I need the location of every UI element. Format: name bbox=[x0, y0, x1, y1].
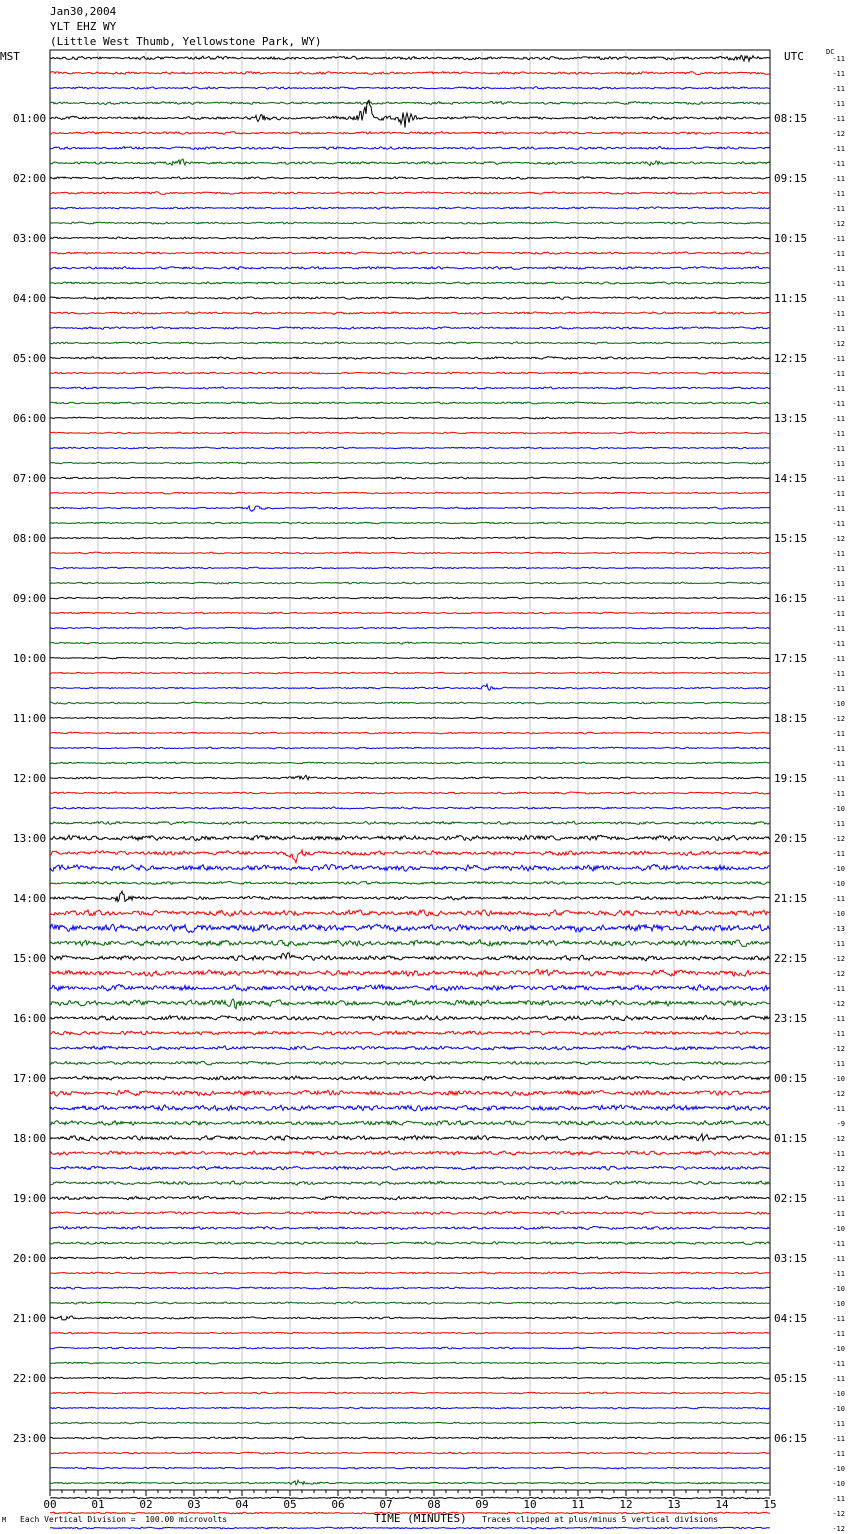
right-zone-label: UTC bbox=[784, 50, 804, 63]
x-tick-label: 13 bbox=[667, 1498, 681, 1511]
dc-offset-label: -11 bbox=[832, 295, 845, 303]
trace-row bbox=[50, 672, 770, 674]
trace-row bbox=[50, 657, 770, 659]
dc-offset-label: -11 bbox=[832, 160, 845, 168]
trace-row bbox=[50, 87, 770, 90]
trace-row bbox=[50, 762, 770, 764]
trace-row bbox=[50, 552, 770, 554]
dc-offset-label: -11 bbox=[832, 85, 845, 93]
trace-row bbox=[50, 327, 770, 330]
trace-row bbox=[50, 864, 770, 871]
utc-hour-label: 18:15 bbox=[774, 712, 808, 725]
trace-row bbox=[50, 1422, 770, 1424]
mst-hour-label: 05:00 bbox=[13, 352, 47, 365]
x-tick-label: 09 bbox=[475, 1498, 489, 1511]
x-tick-label: 10 bbox=[523, 1498, 537, 1511]
utc-hour-label: 19:15 bbox=[774, 772, 808, 785]
dc-offset-label: -11 bbox=[832, 595, 845, 603]
trace-row bbox=[50, 1196, 770, 1200]
trace-row bbox=[50, 342, 770, 344]
dc-offset-label: -11 bbox=[832, 985, 845, 993]
trace-row bbox=[50, 56, 770, 62]
dc-offset-label: -11 bbox=[832, 190, 845, 198]
dc-offset-label: -11 bbox=[832, 1240, 845, 1248]
dc-offset-label: -11 bbox=[832, 895, 845, 903]
x-tick-label: 11 bbox=[571, 1498, 585, 1511]
trace-row bbox=[50, 924, 770, 932]
trace-row bbox=[50, 940, 770, 947]
trace-row bbox=[50, 821, 770, 824]
trace-row bbox=[50, 612, 770, 614]
dc-offset-label: -12 bbox=[832, 1045, 845, 1053]
dc-offset-label: -11 bbox=[832, 1180, 845, 1188]
trace-row bbox=[50, 717, 770, 719]
x-tick-label: 00 bbox=[43, 1498, 57, 1511]
trace-row bbox=[50, 1272, 770, 1274]
dc-offset-label: -11 bbox=[832, 115, 845, 123]
utc-hour-label: 15:15 bbox=[774, 532, 808, 545]
dc-offset-label: -11 bbox=[832, 235, 845, 243]
dc-offset-label: -12 bbox=[832, 130, 845, 138]
dc-offset-label: -11 bbox=[832, 265, 845, 273]
dc-offset-label: -10 bbox=[832, 1405, 845, 1413]
dc-offset-label: -11 bbox=[832, 1060, 845, 1068]
x-tick-label: 05 bbox=[283, 1498, 297, 1511]
trace-row bbox=[50, 159, 770, 166]
x-tick-label: 01 bbox=[91, 1498, 105, 1511]
trace-row bbox=[50, 642, 770, 644]
trace-row bbox=[50, 1241, 770, 1244]
trace-row bbox=[50, 146, 770, 149]
dc-offset-label: -12 bbox=[832, 955, 845, 963]
trace-row bbox=[50, 1316, 770, 1320]
trace-row bbox=[50, 953, 770, 961]
trace-row bbox=[50, 1362, 770, 1364]
mst-hour-label: 08:00 bbox=[13, 532, 47, 545]
dc-offset-label: -9 bbox=[836, 1120, 845, 1128]
dc-offset-label: -11 bbox=[832, 1105, 845, 1113]
x-tick-label: 15 bbox=[763, 1498, 777, 1511]
mst-hour-label: 14:00 bbox=[13, 892, 47, 905]
dc-offset-label: -11 bbox=[832, 175, 845, 183]
utc-hour-label: 20:15 bbox=[774, 832, 808, 845]
trace-row bbox=[50, 1452, 770, 1454]
scale-note: Each Vertical Division = 100.00 microvolts bbox=[20, 1515, 228, 1524]
trace-row bbox=[50, 1061, 770, 1064]
dc-offset-label: -11 bbox=[832, 580, 845, 588]
dc-offset-label: -11 bbox=[832, 760, 845, 768]
trace-row bbox=[50, 567, 770, 569]
dc-offset-label: -10 bbox=[832, 1225, 845, 1233]
dc-offset-label: -11 bbox=[832, 445, 845, 453]
trace-row bbox=[50, 177, 770, 180]
dc-offset-label: -11 bbox=[832, 1015, 845, 1023]
dc-offset-label: -11 bbox=[832, 1360, 845, 1368]
dc-offset-label: -11 bbox=[832, 430, 845, 438]
trace-row bbox=[50, 1332, 770, 1334]
mst-hour-label: 21:00 bbox=[13, 1312, 47, 1325]
dc-offset-label: -11 bbox=[832, 490, 845, 498]
trace-row bbox=[50, 297, 770, 300]
trace-row bbox=[50, 402, 770, 404]
clip-note: Traces clipped at plus/minus 5 vertical divisions bbox=[482, 1515, 719, 1524]
dc-offset-label: -11 bbox=[832, 625, 845, 633]
mst-hour-label: 23:00 bbox=[13, 1432, 47, 1445]
trace-row bbox=[50, 1105, 770, 1111]
trace-row bbox=[50, 910, 770, 917]
trace-row bbox=[50, 100, 770, 127]
dc-offset-label: -11 bbox=[832, 70, 845, 78]
trace-row bbox=[50, 891, 770, 901]
trace-row bbox=[50, 1257, 770, 1259]
trace-row bbox=[50, 72, 770, 75]
dc-offset-label: -11 bbox=[832, 355, 845, 363]
utc-hour-label: 05:15 bbox=[774, 1372, 808, 1385]
dc-offset-label: -10 bbox=[832, 1075, 845, 1083]
trace-row bbox=[50, 1467, 770, 1469]
utc-hour-label: 12:15 bbox=[774, 352, 808, 365]
dc-offset-label: -10 bbox=[832, 910, 845, 918]
dc-offset-label: -10 bbox=[832, 865, 845, 873]
mst-hour-label: 06:00 bbox=[13, 412, 47, 425]
trace-row bbox=[50, 1031, 770, 1035]
mst-hour-label: 13:00 bbox=[13, 832, 47, 845]
dc-offset-label: -12 bbox=[832, 1000, 845, 1008]
mst-hour-label: 02:00 bbox=[13, 172, 47, 185]
dc-label: DC bbox=[826, 48, 835, 56]
mst-hour-label: 03:00 bbox=[13, 232, 47, 245]
trace-row bbox=[50, 732, 770, 734]
dc-offset-label: -10 bbox=[832, 1480, 845, 1488]
dc-offset-label: -11 bbox=[832, 1210, 845, 1218]
mst-hour-label: 01:00 bbox=[13, 112, 47, 125]
trace-row bbox=[50, 999, 770, 1009]
dc-offset-label: -10 bbox=[832, 1285, 845, 1293]
dc-offset-label: -10 bbox=[832, 700, 845, 708]
dc-offset-label: -11 bbox=[832, 850, 845, 858]
utc-hour-label: 21:15 bbox=[774, 892, 808, 905]
dc-offset-label: -11 bbox=[832, 1435, 845, 1443]
trace-row bbox=[50, 1347, 770, 1349]
trace-row bbox=[50, 1480, 770, 1485]
utc-hour-label: 06:15 bbox=[774, 1432, 808, 1445]
dc-offset-label: -11 bbox=[832, 940, 845, 948]
header-location: (Little West Thumb, Yellowstone Park, WY) bbox=[50, 35, 322, 48]
dc-offset-label: -11 bbox=[832, 205, 845, 213]
trace-row bbox=[50, 207, 770, 209]
trace-row bbox=[50, 881, 770, 884]
mst-hour-label: 11:00 bbox=[13, 712, 47, 725]
trace-row bbox=[50, 1392, 770, 1394]
utc-hour-label: 01:15 bbox=[774, 1132, 808, 1145]
x-tick-label: 08 bbox=[427, 1498, 441, 1511]
trace-row bbox=[50, 1134, 770, 1141]
trace-row bbox=[50, 1527, 770, 1529]
dc-offset-label: -11 bbox=[832, 385, 845, 393]
dc-offset-label: -11 bbox=[832, 460, 845, 468]
trace-row bbox=[50, 1287, 770, 1289]
mst-hour-label: 04:00 bbox=[13, 292, 47, 305]
trace-row bbox=[50, 267, 770, 270]
trace-row bbox=[50, 432, 770, 434]
trace-row bbox=[50, 835, 770, 840]
trace-row bbox=[50, 747, 770, 749]
dc-offset-label: -11 bbox=[832, 310, 845, 318]
dc-offset-label: -12 bbox=[832, 535, 845, 543]
utc-hour-label: 03:15 bbox=[774, 1252, 808, 1265]
dc-offset-label: -11 bbox=[832, 100, 845, 108]
trace-row bbox=[50, 702, 770, 704]
trace-row bbox=[50, 792, 770, 794]
trace-row bbox=[50, 252, 770, 254]
mst-hour-label: 15:00 bbox=[13, 952, 47, 965]
dc-offset-label: -10 bbox=[832, 805, 845, 813]
dc-offset-label: -11 bbox=[832, 820, 845, 828]
left-zone-label: MST bbox=[0, 50, 20, 63]
trace-row bbox=[50, 1377, 770, 1379]
utc-hour-label: 04:15 bbox=[774, 1312, 808, 1325]
mst-hour-label: 10:00 bbox=[13, 652, 47, 665]
dc-offset-label: -12 bbox=[832, 715, 845, 723]
trace-row bbox=[50, 1497, 770, 1499]
x-tick-label: 03 bbox=[187, 1498, 201, 1511]
x-tick-label: 07 bbox=[379, 1498, 393, 1511]
dc-offset-label: -11 bbox=[832, 775, 845, 783]
trace-row bbox=[50, 101, 770, 104]
utc-hour-label: 10:15 bbox=[774, 232, 808, 245]
dc-offset-label: -11 bbox=[832, 1495, 845, 1503]
dc-offset-label: -12 bbox=[832, 1510, 845, 1518]
trace-row bbox=[50, 1407, 770, 1409]
dc-offset-label: -10 bbox=[832, 1465, 845, 1473]
x-tick-label: 04 bbox=[235, 1498, 249, 1511]
dc-offset-label: -11 bbox=[832, 550, 845, 558]
trace-row bbox=[50, 1076, 770, 1081]
dc-offset-label: -11 bbox=[832, 1255, 845, 1263]
trace-row bbox=[50, 537, 770, 539]
dc-offset-label: -11 bbox=[832, 250, 845, 258]
trace-row bbox=[50, 582, 770, 584]
trace-row bbox=[50, 372, 770, 374]
utc-hour-label: 16:15 bbox=[774, 592, 808, 605]
x-axis-title: TIME (MINUTES) bbox=[374, 1512, 467, 1525]
utc-hour-label: 14:15 bbox=[774, 472, 808, 485]
utc-hour-label: 17:15 bbox=[774, 652, 808, 665]
x-tick-label: 12 bbox=[619, 1498, 633, 1511]
mst-hour-label: 07:00 bbox=[13, 472, 47, 485]
utc-hour-label: 09:15 bbox=[774, 172, 808, 185]
utc-hour-label: 23:15 bbox=[774, 1012, 808, 1025]
trace-row bbox=[50, 985, 770, 991]
trace-row bbox=[50, 477, 770, 479]
mst-hour-label: 12:00 bbox=[13, 772, 47, 785]
dc-offset-label: -11 bbox=[832, 1195, 845, 1203]
dc-offset-label: -12 bbox=[832, 1525, 845, 1533]
utc-hour-label: 11:15 bbox=[774, 292, 808, 305]
x-tick-label: 02 bbox=[139, 1498, 153, 1511]
mst-hour-label: 19:00 bbox=[13, 1192, 47, 1205]
mst-hour-label: 17:00 bbox=[13, 1072, 47, 1085]
trace-row bbox=[50, 522, 770, 524]
dc-offset-label: -11 bbox=[832, 325, 845, 333]
trace-row bbox=[50, 1437, 770, 1439]
dc-offset-label: -12 bbox=[832, 220, 845, 228]
dc-offset-label: -11 bbox=[832, 640, 845, 648]
dc-offset-label: -11 bbox=[832, 1030, 845, 1038]
trace-row bbox=[50, 775, 770, 779]
dc-offset-label: -12 bbox=[832, 340, 845, 348]
trace-row bbox=[50, 492, 770, 494]
mst-hour-label: 16:00 bbox=[13, 1012, 47, 1025]
dc-offset-label: -10 bbox=[832, 1300, 845, 1308]
dc-offset-label: -12 bbox=[832, 970, 845, 978]
mst-hour-label: 18:00 bbox=[13, 1132, 47, 1145]
trace-row bbox=[50, 222, 770, 224]
dc-offset-label: -11 bbox=[832, 790, 845, 798]
trace-row bbox=[50, 282, 770, 284]
trace-row bbox=[50, 312, 770, 315]
utc-hour-label: 08:15 bbox=[774, 112, 808, 125]
trace-row bbox=[50, 1046, 770, 1050]
dc-offset-label: -11 bbox=[832, 1420, 845, 1428]
trace-row bbox=[50, 969, 770, 976]
mst-hour-label: 20:00 bbox=[13, 1252, 47, 1265]
trace-row bbox=[50, 237, 770, 239]
dc-offset-label: -13 bbox=[832, 925, 845, 933]
dc-offset-label: -12 bbox=[832, 1090, 845, 1098]
trace-row bbox=[50, 506, 770, 511]
trace-row bbox=[50, 1121, 770, 1126]
trace-row bbox=[50, 1302, 770, 1304]
dc-offset-label: -12 bbox=[832, 835, 845, 843]
utc-hour-label: 13:15 bbox=[774, 412, 808, 425]
dc-offset-label: -11 bbox=[832, 280, 845, 288]
plot-frame bbox=[50, 50, 770, 1490]
dc-offset-label: -11 bbox=[832, 565, 845, 573]
trace-row bbox=[50, 447, 770, 449]
dc-offset-label: -11 bbox=[832, 370, 845, 378]
mst-hour-label: 22:00 bbox=[13, 1372, 47, 1385]
corner-mark: M bbox=[2, 1516, 7, 1524]
trace-row bbox=[50, 1151, 770, 1155]
trace-row bbox=[50, 597, 770, 599]
dc-offset-label: -11 bbox=[832, 685, 845, 693]
dc-offset-label: -12 bbox=[832, 1135, 845, 1143]
dc-offset-label: -11 bbox=[832, 1150, 845, 1158]
trace-row bbox=[50, 192, 770, 195]
dc-offset-label: -11 bbox=[832, 1330, 845, 1338]
dc-offset-label: -11 bbox=[832, 145, 845, 153]
dc-offset-label: -11 bbox=[832, 610, 845, 618]
dc-offset-label: -11 bbox=[832, 1450, 845, 1458]
dc-offset-label: -11 bbox=[832, 730, 845, 738]
dc-offset-label: -11 bbox=[832, 505, 845, 513]
dc-offset-label: -12 bbox=[832, 1165, 845, 1173]
trace-row bbox=[50, 627, 770, 629]
dc-offset-label: -10 bbox=[832, 1390, 845, 1398]
utc-hour-label: 02:15 bbox=[774, 1192, 808, 1205]
dc-offset-label: -11 bbox=[832, 655, 845, 663]
header-date: Jan30,2004 bbox=[50, 5, 117, 18]
header-station: YLT EHZ WY bbox=[50, 20, 117, 33]
utc-hour-label: 22:15 bbox=[774, 952, 808, 965]
dc-offset-label: -10 bbox=[832, 880, 845, 888]
dc-offset-label: -11 bbox=[832, 415, 845, 423]
trace-row bbox=[50, 850, 770, 863]
dc-offset-label: -11 bbox=[832, 1315, 845, 1323]
trace-row bbox=[50, 1015, 770, 1020]
dc-offset-label: -11 bbox=[832, 670, 845, 678]
x-tick-label: 06 bbox=[331, 1498, 345, 1511]
dc-offset-label: -11 bbox=[832, 520, 845, 528]
dc-offset-label: -11 bbox=[832, 1375, 845, 1383]
dc-offset-label: -11 bbox=[832, 55, 845, 63]
x-tick-label: 14 bbox=[715, 1498, 729, 1511]
trace-row bbox=[50, 1181, 770, 1185]
utc-hour-label: 00:15 bbox=[774, 1072, 808, 1085]
dc-offset-label: -11 bbox=[832, 1270, 845, 1278]
trace-row bbox=[50, 1226, 770, 1229]
trace-row bbox=[50, 684, 770, 690]
dc-offset-label: -11 bbox=[832, 745, 845, 753]
trace-row bbox=[50, 387, 770, 389]
dc-offset-label: -11 bbox=[832, 400, 845, 408]
trace-row bbox=[50, 462, 770, 464]
trace-row bbox=[50, 1166, 770, 1170]
trace-row bbox=[50, 132, 770, 135]
trace-row bbox=[50, 1090, 770, 1096]
trace-row bbox=[50, 807, 770, 809]
dc-offset-label: -11 bbox=[832, 475, 845, 483]
trace-row bbox=[50, 417, 770, 419]
trace-row bbox=[50, 357, 770, 360]
trace-row bbox=[50, 1211, 770, 1214]
mst-hour-label: 09:00 bbox=[13, 592, 47, 605]
dc-offset-label: -10 bbox=[832, 1345, 845, 1353]
